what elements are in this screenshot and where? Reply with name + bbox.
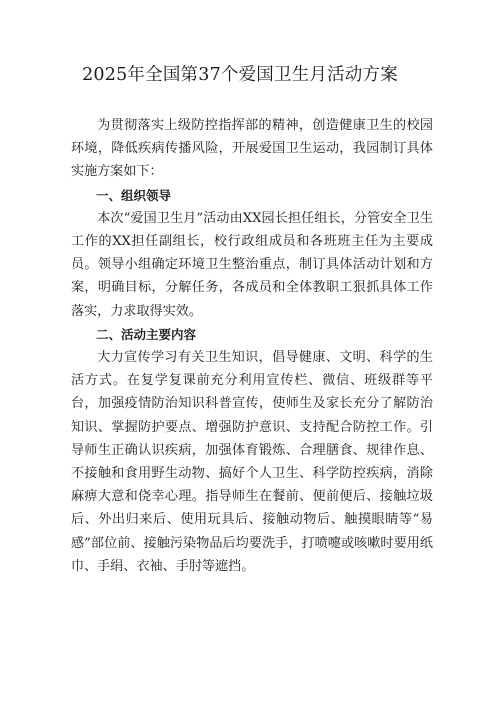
- document-body: [71, 114, 433, 578]
- section-heading-activities: 二、活动主要内容: [96, 326, 197, 342]
- section-heading-organization: 一、组织领导: [96, 187, 172, 203]
- activities-paragraph: 大力宣传学习有关卫生知识，倡导健康、文明、科学的生活方式。在复学复课前充分利用宣传栏、微信、班级群等平台，加强疫情防治知识科普宣传，使师生及家长充分了解防治知识、掌握防护要点、增强防护意识、支持配合防控工作。引导师生正确认识疾病，加强体育锻炼、合理膳食、规律作息、不接触和食用野生动物、搞好个人卫生、科学防控疾病，消除麻痹大意和侥幸心理。指导师生在餐前、便前便后、接触垃圾后、外出归来后、使用玩具后、接触动物后、触摸眼睛等“易感”部位前、接触污染物品后均要洗手，打喷嚏或咳嗽时要用纸巾、手绢、衣袖、手肘等遮挡。: [71, 350, 433, 574]
- document-title: 2025年全国第37个爱国卫生月活动方案: [82, 65, 398, 85]
- organization-paragraph: 本次“爱国卫生月”活动由XX园长担任组长，分管安全卫生工作的XX担任副组长，校行政组成员和各班班主任为主要成员。领导小组确定环境卫生整治重点，制订具体活动计划和方案，明确目标，分解任务，各成员和全体教职工狠抓具体工作落实，力求取得实效。: [71, 210, 433, 319]
- intro-paragraph: 为贯彻落实上级防控指挥部的精神，创造健康卫生的校园环境，降低疾病传播风险，开展爱国卫生运动，我园制订具体实施方案如下：: [71, 118, 433, 180]
